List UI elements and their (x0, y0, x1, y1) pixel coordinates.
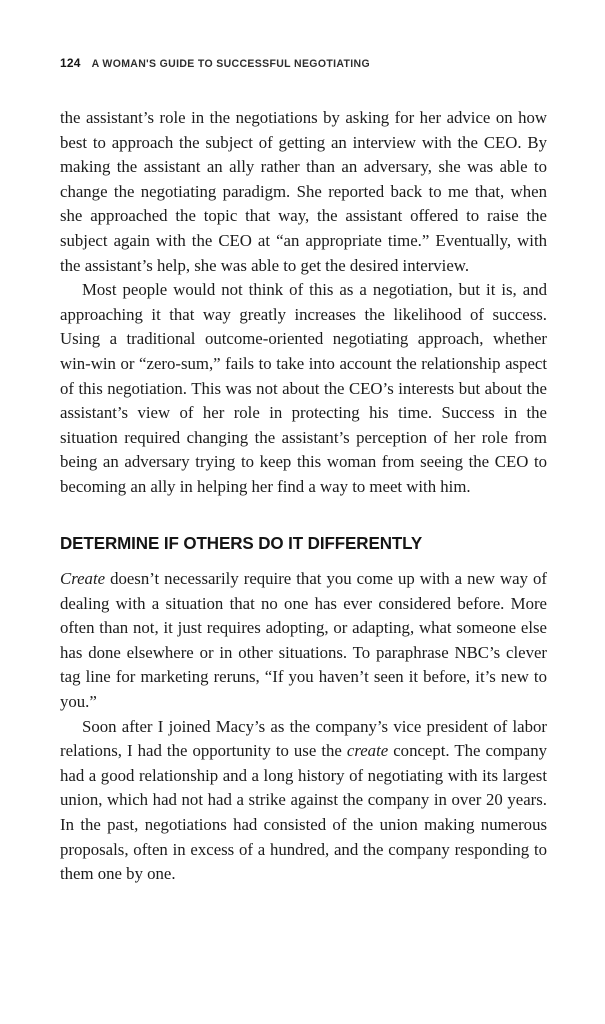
paragraph-text: concept. The company had a good relationship and a long history of negotiating with its largest union, which had not had a strike against the company in over 20 years. In the past, negotiations had consisted of the union making numerous proposals, often in excess of a hundred, and the company responding to them one by one. (60, 741, 547, 884)
paragraph-text-italic: Create (60, 569, 106, 589)
paragraph (60, 278, 547, 499)
paragraph-text: the assistant’s role in the negotiations by asking for her advice on how best to approach the subject of getting an interview with the CEO. By making the assistant an ally rather than an adversary, she was able to change the negotiating paradigm. She reported back to me that, when she approached the topic that way, the assistant offered to raise the subject again with the CEO at “an appropriate time.” Eventually, with the assistant’s help, she was able to get the desired interview. (60, 108, 547, 275)
page-header (60, 56, 547, 70)
paragraph (60, 715, 547, 887)
page-body (60, 106, 547, 887)
paragraph (60, 567, 547, 715)
paragraph (60, 106, 547, 278)
section-heading: DETERMINE IF OTHERS DO IT DIFFERENTLY (60, 533, 423, 553)
running-title: A WOMAN'S GUIDE TO SUCCESSFUL NEGOTIATING (91, 57, 371, 70)
page-number: 124 (60, 56, 81, 70)
paragraph-text: Most people would not think of this as a negotiation, but it is, and approaching it that way greatly increases the likelihood of success. Using a traditional outcome-oriented negotiating approach, whether win-win or “zero-sum,” fails to take into account the relationship aspect of this negotiation. This was not about the CEO’s interests but about the assistant’s view of her role in protecting his time. Success in the situation required changing the assistant’s perception of her role from being an adversary trying to keep this woman from seeing the CEO to becoming an ally in helping her find a way to meet with him. (60, 280, 547, 496)
paragraph-text: Soon after I joined Macy’s as the company’s vice president of labor relations, I had the opportunity to use the (60, 716, 547, 761)
paragraph-text: doesn’t necessarily require that you come up with a new way of dealing with a situation that no one has ever considered before. More often than not, it just requires adopting, or adapting, what someone else has done elsewhere or in other situations. To paraphrase NBC’s clever tag line for marketing reruns, “If you haven’t seen it before, it’s new to you.” (60, 569, 547, 712)
paragraph-text-italic: create (346, 741, 389, 761)
